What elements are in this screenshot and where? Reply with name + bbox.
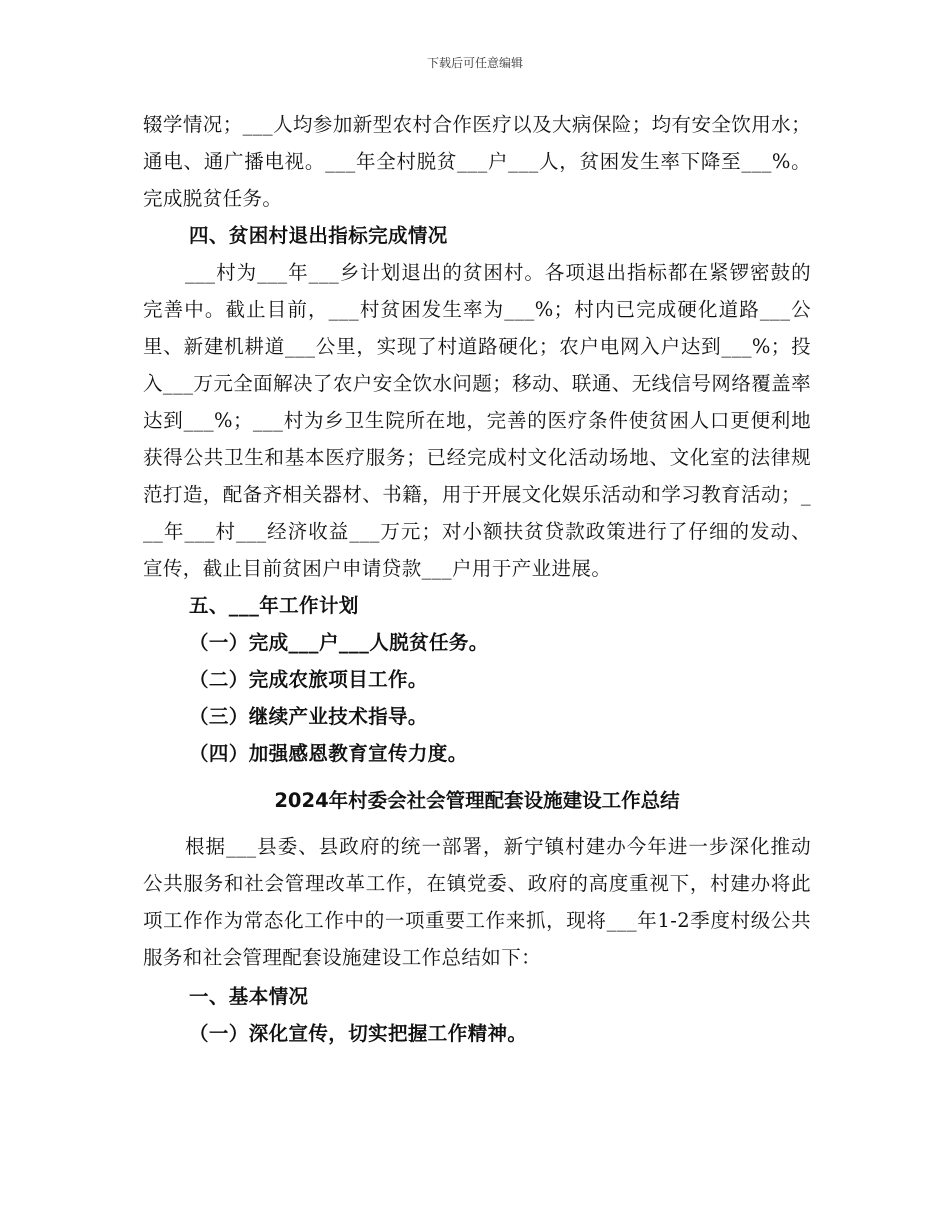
paragraph-introduction: 根据___县委、县政府的统一部署，新宁镇村建办今年进一步深化推动公共服务和社会管理改革工作，在镇党委、政府的高度重视下，村建办将此项工作作为常态化工作中的一项重要工作来抓，现将___年1-2季度村级公共服务和社会管理配套设施建设工作总结如下：	[143, 835, 811, 969]
heading-section-5: 五、___年工作计划	[189, 594, 359, 617]
plan-item-4: （四）加强感恩教育宣传力度。	[189, 742, 468, 765]
heading-section-4: 四、贫困村退出指标完成情况	[189, 224, 448, 247]
page-header: 下载后可任意编辑	[426, 56, 523, 70]
document-body	[143, 106, 811, 1052]
plan-item-2: （二）完成农旅项目工作。	[189, 668, 428, 691]
plan-item-3: （三）继续产业技术指导。	[189, 705, 428, 728]
document-title: 2024年村委会社会管理配套设施建设工作总结	[274, 789, 680, 812]
heading-basic-situation: 一、基本情况	[189, 985, 309, 1008]
plan-item-1: （一）完成___户___人脱贫任务。	[189, 631, 489, 654]
subheading-deepen-publicity: （一）深化宣传，切实把握工作精神。	[189, 1022, 528, 1045]
paragraph-exit-indicators: ___村为___年___乡计划退出的贫困村。各项退出指标都在紧锣密鼓的完善中。截止目前，___村贫困发生率为___%；村内已完成硬化道路___公里、新建机耕道___公里，实现了村道路硬化；农户电网入户达到___%；投入___万元全面解决了农户安全饮水问题；移动、联通、无线信号网络覆盖率达到___%；___村为乡卫生院所在地，完善的医疗条件使贫困人口更便利地获得公共卫生和基本医疗服务；已经完成村文化活动场地、文化室的法律规范打造，配备齐相关器材、书籍，用于开展文化娱乐活动和学习教育活动；___年___村___经济收益___万元；对小额扶贫贷款政策进行了仔细的发动、宣传，截止目前贫困户申请贷款___户用于产业进展。	[143, 261, 811, 580]
paragraph-poverty-status: 辍学情况；___人均参加新型农村合作医疗以及大病保险；均有安全饮用水；通电、通广播电视。___年全村脱贫___户___人，贫困发生率下降至___%。完成脱贫任务。	[143, 113, 811, 210]
